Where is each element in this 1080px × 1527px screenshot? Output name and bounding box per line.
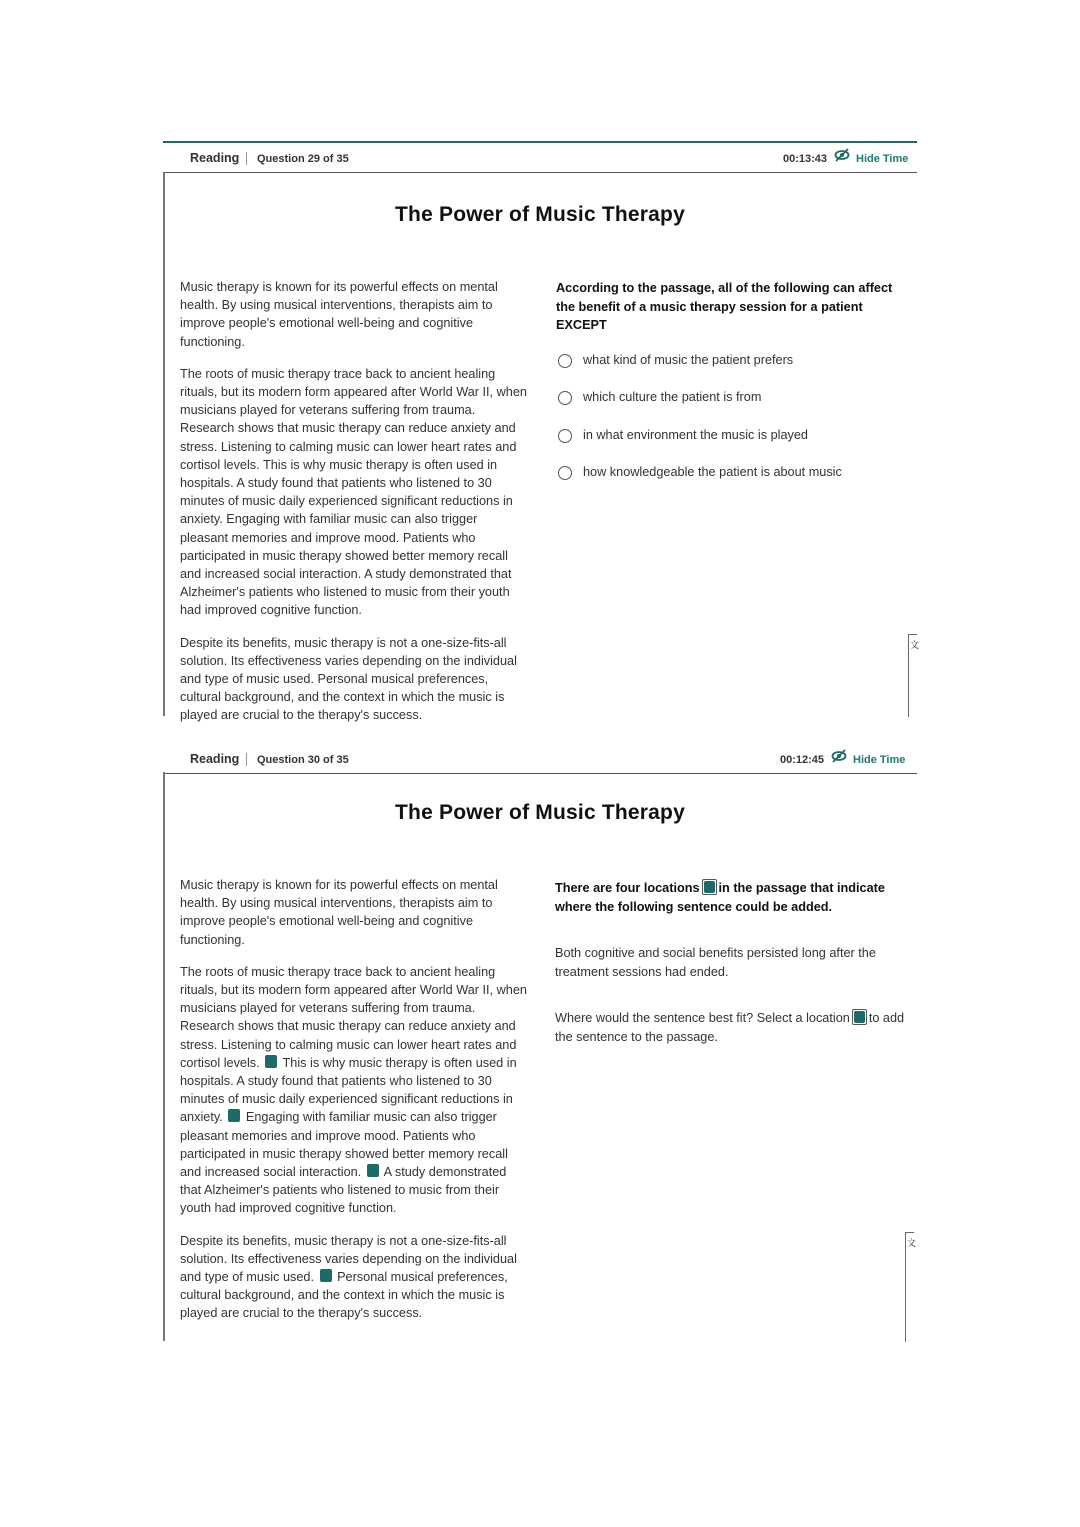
scrollbar[interactable] bbox=[908, 634, 920, 717]
question-prompt: According to the passage, all of the following can affect the benefit of a music therapy session for a patient EXCEPT bbox=[556, 281, 893, 332]
passage-paragraph: Despite its benefits, music therapy is not a one-size-fits-all solution. Its effectiveness varies depending on the individual and type of music used. Personal musical preferences, cultural background, and the context in which the music is played are crucial to the therapy's success. bbox=[180, 635, 517, 723]
panel-border bbox=[163, 772, 165, 1341]
square-marker-icon bbox=[702, 879, 717, 895]
instruction-text: to add the sentence to the passage. bbox=[555, 1011, 905, 1044]
question-counter: Question 29 of 35 bbox=[257, 153, 349, 165]
question-counter: Question 30 of 35 bbox=[257, 754, 349, 766]
prompt-text: in the passage that indicate where the following sentence could be added. bbox=[555, 881, 885, 914]
insert-location-square[interactable] bbox=[228, 1109, 240, 1122]
question-area bbox=[556, 279, 906, 502]
answer-option[interactable] bbox=[556, 464, 906, 502]
passage-text: Despite its benefits, music therapy is not a one-size-fits-all solution. Its effectiveness varies depending on the individual and type of music used. bbox=[180, 1233, 517, 1285]
option-label: which culture the patient is from bbox=[583, 390, 762, 404]
question-prompt bbox=[555, 879, 905, 916]
section-label: Reading bbox=[190, 752, 240, 766]
instruction-text: Where would the sentence best fit? Select a location bbox=[555, 1011, 850, 1025]
passage bbox=[180, 278, 528, 739]
option-label: in what environment the music is played bbox=[583, 427, 808, 442]
scrollbar[interactable] bbox=[905, 1232, 917, 1342]
radio-button[interactable] bbox=[558, 354, 572, 368]
insert-location-square[interactable] bbox=[320, 1269, 332, 1282]
eye-slash-icon[interactable] bbox=[834, 148, 850, 166]
passage-text: Engaging with familiar music can also trigger pleasant memories and improve mood. Patients who participated in music therapy showed better memory recall and increased social interaction. bbox=[180, 1110, 508, 1180]
passage-text: The roots of music therapy trace back to ancient healing rituals, but its modern form appeared after World War II, when musicians played for veterans suffering from trauma. Research shows that music therapy can reduce anxiety and stress. Listening to calming music can lower heart rates and cortisol levels. bbox=[180, 964, 527, 1070]
question-30-panel bbox=[163, 743, 917, 1341]
question-29-panel bbox=[163, 141, 920, 723]
panel-border bbox=[163, 172, 165, 716]
passage-title: The Power of Music Therapy bbox=[395, 801, 685, 824]
insert-location-square[interactable] bbox=[265, 1055, 277, 1068]
radio-button[interactable] bbox=[558, 391, 572, 405]
translate-icon: 文 bbox=[907, 1238, 917, 1248]
section-label: Reading bbox=[190, 151, 240, 165]
prompt-text: There are four locations bbox=[555, 881, 700, 895]
answer-option[interactable] bbox=[556, 389, 906, 427]
timer: 00:12:45 bbox=[780, 754, 825, 766]
insert-sentence: Both cognitive and social benefits persisted long after the treatment sessions had ended. bbox=[555, 946, 876, 979]
passage-text: Personal musical preferences, cultural background, and the context in which the music is played are crucial to the therapy's success. bbox=[180, 1270, 508, 1321]
insert-location-square[interactable] bbox=[367, 1164, 379, 1177]
passage-paragraph bbox=[180, 963, 528, 1218]
answer-option[interactable] bbox=[556, 427, 906, 465]
square-marker-icon bbox=[852, 1009, 867, 1025]
passage-paragraph: Music therapy is known for its powerful effects on mental health. By using musical interventions, therapists aim to improve people's emotional well-being and cognitive functioning. bbox=[180, 878, 498, 947]
divider bbox=[246, 753, 247, 766]
radio-button[interactable] bbox=[558, 429, 572, 443]
passage-paragraph: Music therapy is known for its powerful effects on mental health. By using musical interventions, therapists aim to improve people's emotional well-being and cognitive functioning. bbox=[180, 280, 498, 349]
hide-time-button[interactable]: Hide Time bbox=[853, 754, 906, 766]
hide-time-button[interactable]: Hide Time bbox=[856, 153, 909, 165]
top-bar bbox=[163, 746, 917, 774]
passage-text: A study demonstrated that Alzheimer's patients who listened to music from their youth had improved cognitive function. bbox=[180, 1165, 507, 1216]
timer: 00:13:43 bbox=[783, 153, 828, 165]
divider bbox=[246, 152, 247, 165]
option-label: how knowledgeable the patient is about music bbox=[583, 465, 842, 479]
passage bbox=[180, 876, 528, 1337]
top-bar bbox=[163, 145, 917, 173]
instruction bbox=[555, 1009, 905, 1046]
radio-button[interactable] bbox=[558, 466, 572, 480]
answer-option[interactable] bbox=[556, 352, 906, 390]
eye-slash-icon[interactable] bbox=[831, 749, 847, 767]
passage-text: This is why music therapy is often used in hospitals. A study found that patients who listened to 30 minutes of music daily experienced significant reductions in anxiety. bbox=[180, 1055, 517, 1125]
translate-icon: 文 bbox=[910, 640, 920, 650]
passage-title: The Power of Music Therapy bbox=[395, 203, 685, 226]
passage-paragraph bbox=[180, 1232, 528, 1323]
question-area bbox=[555, 879, 905, 1046]
passage-paragraph: The roots of music therapy trace back to ancient healing rituals, but its modern form appeared after World War II, when musicians played for veterans suffering from trauma. Research shows that music therapy can reduce anxiety and stress. Listening to calming music can lower heart rates and cortisol levels. This is why music therapy is often used in hospitals. A study found that patients who listened to 30 minutes of music daily experienced significant reductions in anxiety. Engaging with familiar music can also trigger pleasant memories and improve mood. Patients who participated in music therapy showed better memory recall and increased social interaction. A study demonstrated that Alzheimer's patients who listened to music from their youth had improved cognitive function. bbox=[180, 366, 527, 618]
option-label: what kind of music the patient prefers bbox=[583, 352, 794, 367]
